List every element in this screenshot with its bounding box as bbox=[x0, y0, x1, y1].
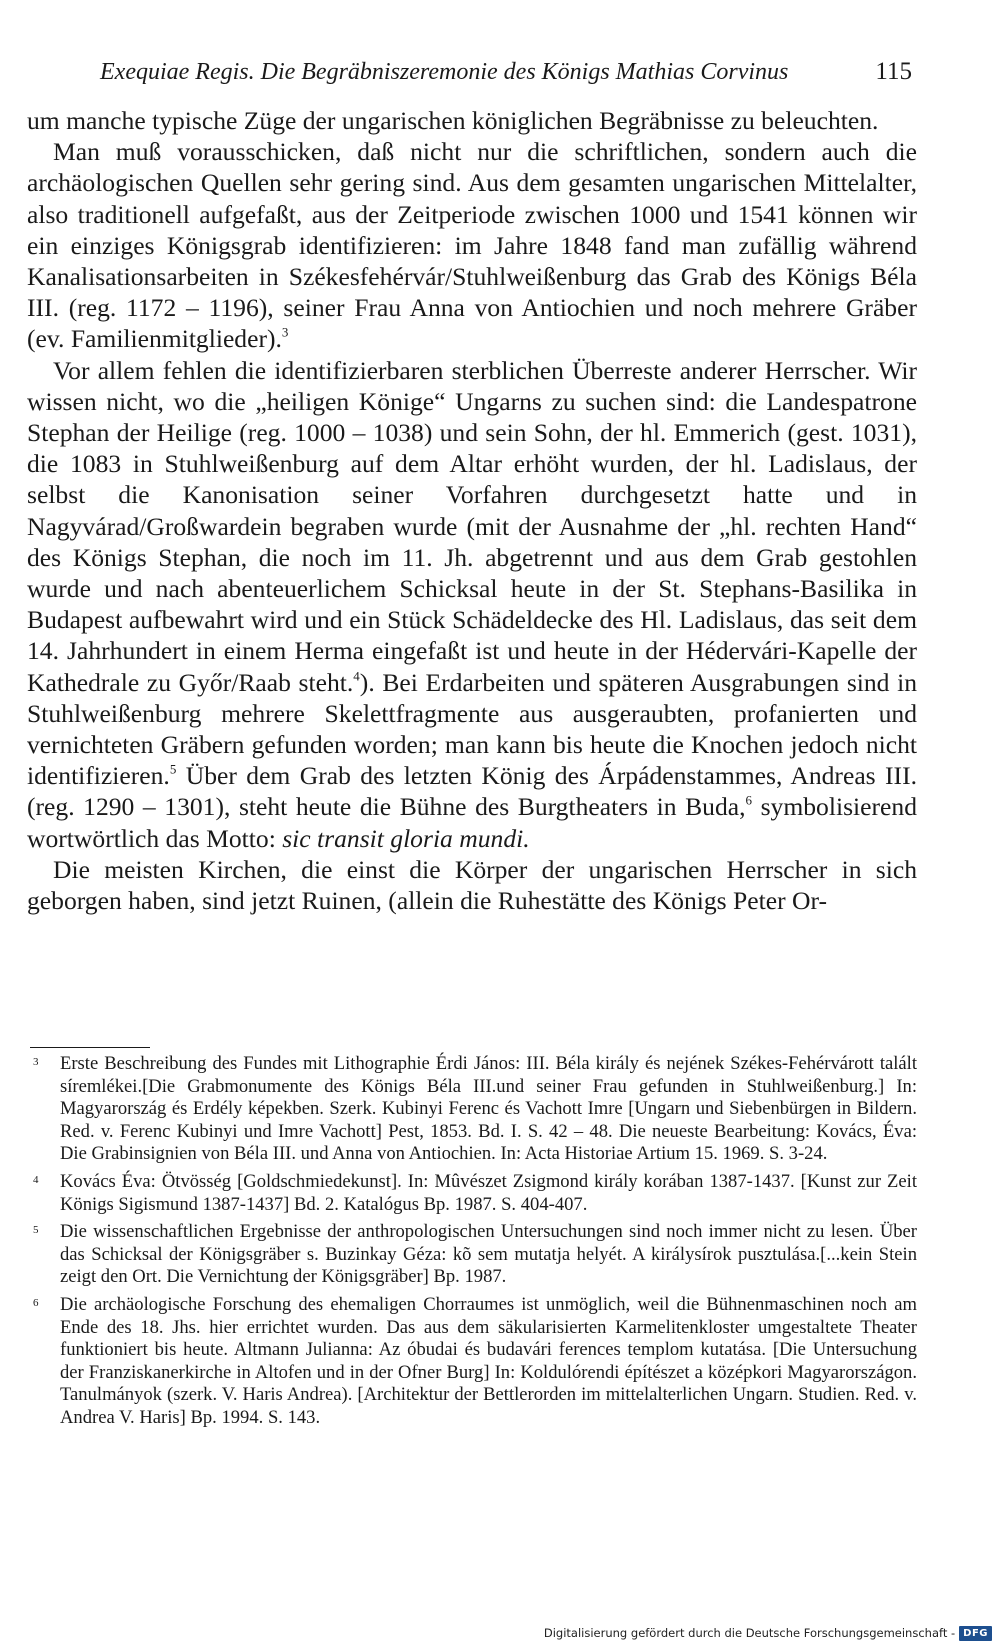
digitization-notice bbox=[544, 1623, 992, 1643]
dfg-logo: DFG bbox=[959, 1626, 992, 1641]
main-text bbox=[27, 105, 917, 916]
footnotes bbox=[27, 1053, 917, 1435]
footnote-mark: 3 bbox=[33, 1056, 39, 1068]
paragraph-2-text: Man muß vorausschicken, daß nicht nur die schriftlichen, sondern auch die archäologischen Quellen sehr gering sind. Aus dem gesamten ungarischen Mittelalter, also traditionell aufgefaßt, aus der Zeitperiode zwischen 1000 und 1541 können wir ein einziges Königsgrab identifizieren: im Jahre 1848 fand man zufällig während Kanalisationsarbeiten in Székesfehérvár/Stuhlweißenburg das Grab des Königs Béla III. (reg. 1172 – 1196), seiner Frau Anna von Antiochien und noch mehrere Gräber (ev. Familienmitglieder). bbox=[27, 137, 917, 354]
footnote-ref-5[interactable]: 5 bbox=[169, 761, 177, 777]
footnote-ref-4[interactable]: 4 bbox=[353, 668, 360, 684]
footnote-ref-6[interactable]: 6 bbox=[745, 793, 753, 809]
paragraph-2 bbox=[27, 136, 917, 354]
paragraph-1: um manche typische Züge der ungarischen königlichen Begräbnisse zu beleuchten. bbox=[27, 106, 879, 135]
footnote-6 bbox=[27, 1294, 917, 1430]
paragraph-4: Die meisten Kirchen, die einst die Körper der ungarischen Herrscher in sich geborgen haben, sind jetzt Ruinen, (allein die Ruhestätte des Königs Peter Or- bbox=[27, 854, 917, 916]
footnote-divider bbox=[30, 1047, 150, 1048]
digitization-notice-text: Digitalisierung gefördert durch die Deutsche Forschungsgemeinschaft - bbox=[543, 1626, 956, 1640]
footnote-3 bbox=[27, 1053, 917, 1166]
footnote-mark: 5 bbox=[33, 1224, 39, 1237]
paragraph-3-text-c: Über dem Grab des letzten König des Árpádenstammes, Andreas III. (reg. 1290 – 1301), steht heute die Bühne des Burgtheaters in Buda, bbox=[27, 761, 917, 822]
footnote-4 bbox=[27, 1171, 917, 1216]
motto: sic transit gloria mundi. bbox=[282, 823, 530, 853]
footnote-text: Die archäologische Forschung des ehemaligen Chorraumes ist unmöglich, weil die Bühnenmaschinen noch am Ende des 18. Jhs. hier errichtet wurden. Das aus dem säkularisierten Karmelitenkloster umgestaltete Theater funktioniert bis heute. Altmann Julianna: Az óbudai és budavári ferences templom kutatása. [Die Untersuchung der Franziskanerkirche in Altofen und in der Ofner Burg] In: Koldulórendi építészet a középkori Magyarországon. Tanulmányok (szerk. V. Haris Andrea). [Architektur der Bettlerorden im mittelalterlichen Ungarn. Studien. Red. v. Andrea V. Haris] Bp. 1994. S. 143. bbox=[60, 1293, 917, 1428]
paragraph-3-text-a: Vor allem fehlen die identifizierbaren sterblichen Überreste anderer Herrscher. Wir wissen nicht, wo die „heiligen Könige“ Ungarns zu suchen sind: die Landespatrone Stephan der Heilige (reg. 1000 – 1038) und sein Sohn, der hl. Emmerich (gest. 1031), die 1083 in Stuhlweißenburg auf dem Altar erhöht wurden, der hl. Ladislaus, der selbst die Kanonisation seiner Vorfahren durchgesetzt hatte und in Nagyvárad/Großwardein begraben wurde (mit der Ausnahme der „hl. rechten Hand“ des Königs Stephan, die noch im 11. Jh. abgetrennt und aus dem Grab gestohlen wurde und nach abenteuerlichem Schicksal heute in der St. Stephans-Basilika in Budapest aufbewahrt wird und ein Stück Schädeldecke des Hl. Ladislaus, das seit dem 14. Jahrhundert in einem Herma eingefaßt ist und heute in der Hédervári-Kapelle der Kathedrale zu Győr/Raab steht. bbox=[27, 355, 917, 697]
running-title: Exequiae Regis. Die Begräbniszeremonie des Königs Mathias Corvinus bbox=[100, 59, 789, 85]
paragraph-3 bbox=[27, 355, 917, 854]
page-number: 115 bbox=[875, 58, 912, 85]
footnote-text: Erste Beschreibung des Fundes mit Lithographie Érdi János: III. Béla király és nejének Székes-Fehérvárott talált síremlékei.[Die Grabmonumente des Königs Béla III.und seiner Frau gefunden in Stuhlweißenburg.] In: Magyarország és Erdély képekben. Szerk. Kubinyi Ferenc és Vachott Imre [Ungarn und Siebenbürgen in Bildern. Red. v. Ferenc Kubinyi und Imre Vachott] Pest, 1853. Bd. I. S. 42 – 48. Die neueste Bearbeitung: Kovács, Éva: Die Grabinsignien von Béla III. und Anna von Antiochien. In: Acta Historiae Artium 15. 1969. S. 3-24. bbox=[60, 1053, 917, 1165]
footnote-ref-3[interactable]: 3 bbox=[281, 325, 289, 341]
footnote-mark: 4 bbox=[33, 1173, 39, 1186]
footnote-5 bbox=[27, 1221, 917, 1289]
footnote-mark: 6 bbox=[33, 1296, 39, 1309]
paragraph-3-text-b: ). Bei Erdarbeiten und späteren Ausgrabungen sind in Stuhlweißenburg mehrere Skelettfragmente aus ausgeraubten, profanierten und vernichteten Gräbern gefunden worden; man kann bis heute die Knochen jedoch nicht identifizieren. bbox=[27, 667, 917, 791]
footnote-text: Die wissenschaftlichen Ergebnisse der anthropologischen Untersuchungen sind noch immer nicht zu lesen. Über das Schicksal der Königsgräber s. Buzinkay Géza: kõ sem mutatja helyét. A királysírok pusztulása.[...kein Stein zeigt den Ort. Die Vernichtung der Königsgräber] Bp. 1987. bbox=[60, 1221, 917, 1288]
paragraph-3-text-d: symbolisierend wortwörtlich das Motto: bbox=[27, 792, 917, 853]
footnote-text: Kovács Éva: Ötvösség [Goldschmiedekunst]. In: Mûvészet Zsigmond király korában 1387-1437. [Kunst zur Zeit Königs Sigismund 1387-1437] Bd. 2. Katalógus Bp. 1987. S. 404-407. bbox=[60, 1170, 917, 1215]
